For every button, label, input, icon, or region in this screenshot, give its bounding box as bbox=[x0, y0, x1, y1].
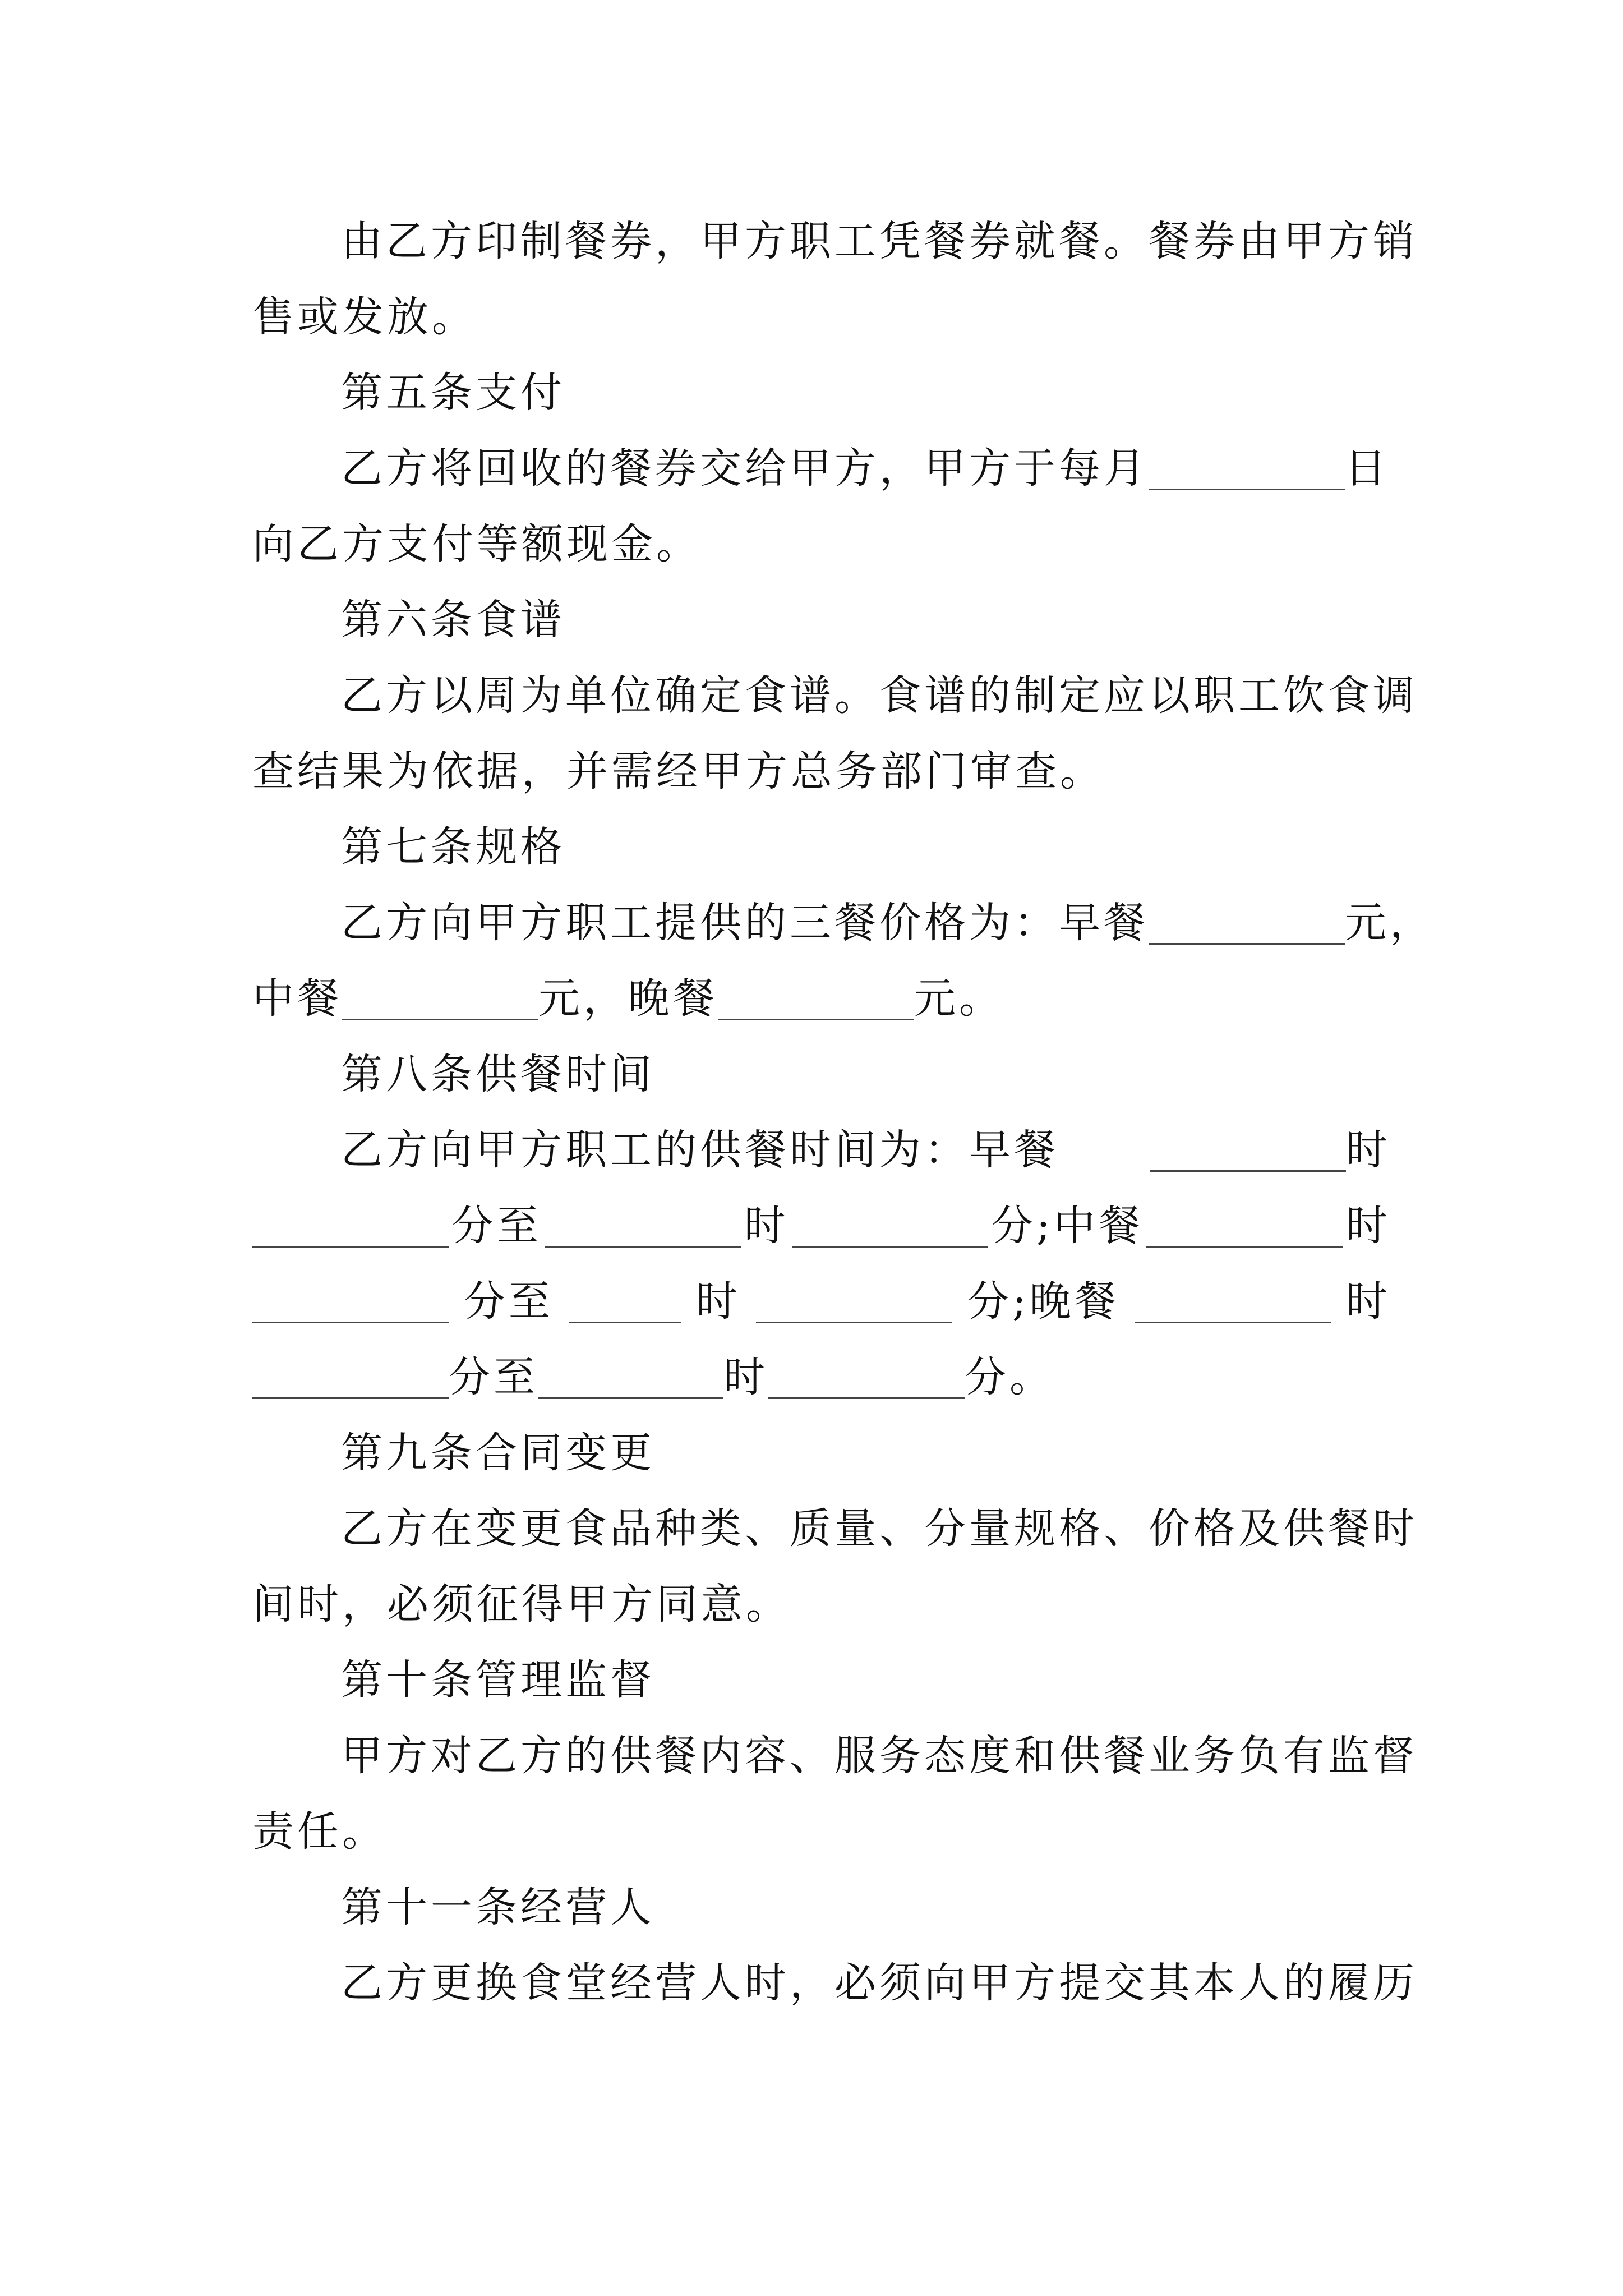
fill-in-blank bbox=[1150, 1129, 1346, 1172]
fill-in-blank bbox=[569, 1280, 681, 1323]
paragraph-line: 向乙方支付等额现金。 bbox=[252, 520, 701, 568]
paragraph-line: 由乙方印制餐券，甲方职工凭餐券就餐。餐券由甲方销 bbox=[341, 217, 1418, 265]
fill-in-blank bbox=[792, 1204, 988, 1248]
fill-in-blank bbox=[252, 1356, 449, 1399]
section-heading-meal-times: 第八条供餐时间 bbox=[341, 1050, 655, 1098]
fill-in-blank bbox=[768, 1356, 965, 1399]
blank-group bbox=[1150, 1119, 1391, 1181]
paragraph-line: 查结果为依据，并需经甲方总务部门审查。 bbox=[252, 747, 1105, 795]
text-segment: 中餐 bbox=[252, 974, 342, 1023]
fill-in-blank bbox=[252, 1204, 449, 1248]
paragraph-line bbox=[341, 892, 1435, 954]
fill-in-blank bbox=[1135, 1280, 1331, 1323]
paragraph-line bbox=[341, 438, 1391, 499]
paragraph-line: 乙方以周为单位确定食谱。食谱的制定应以职工饮食调 bbox=[341, 671, 1418, 720]
paragraph-line: 乙方更换食堂经营人时，必须向甲方提交其本人的履历 bbox=[341, 1959, 1418, 2007]
section-heading-payment: 第五条支付 bbox=[341, 369, 565, 417]
text-segment: 分;晚餐 bbox=[967, 1277, 1119, 1326]
text-segment: 分至 bbox=[451, 1202, 542, 1250]
text-segment: 元， bbox=[1345, 899, 1435, 947]
text-segment: 分至 bbox=[464, 1277, 554, 1326]
text-segment: 时 bbox=[723, 1353, 768, 1401]
paragraph-line: 甲方对乙方的供餐内容、服务态度和供餐业务负有监督 bbox=[341, 1732, 1418, 1780]
text-segment: 乙方向甲方职工的供餐时间为：早餐 bbox=[341, 1126, 1059, 1174]
text-segment: 元，晚餐 bbox=[538, 974, 718, 1023]
fill-in-blank bbox=[1149, 901, 1345, 945]
text-segment: 乙方向甲方职工提供的三餐价格为：早餐 bbox=[341, 899, 1149, 947]
fill-in-blank bbox=[252, 1280, 449, 1323]
paragraph-line: 责任。 bbox=[252, 1807, 387, 1856]
text-segment: 日 bbox=[1345, 444, 1390, 493]
paragraph-line: 乙方在变更食品种类、质量、分量规格、价格及供餐时 bbox=[341, 1504, 1418, 1553]
fill-in-blank bbox=[538, 1356, 723, 1399]
text-segment: 时 bbox=[1345, 1202, 1391, 1250]
text-segment: 分;中餐 bbox=[991, 1202, 1144, 1250]
text-segment: 乙方将回收的餐券交给甲方，甲方于每月 bbox=[341, 444, 1149, 493]
paragraph-line bbox=[341, 1119, 1391, 1181]
section-heading-specifications: 第七条规格 bbox=[341, 823, 565, 871]
paragraph-line bbox=[252, 1271, 1391, 1332]
fill-in-blank bbox=[756, 1280, 952, 1323]
fill-in-blank bbox=[545, 1204, 741, 1248]
paragraph-line bbox=[252, 1195, 1391, 1257]
section-heading-contract-change: 第九条合同变更 bbox=[341, 1429, 655, 1477]
text-segment: 时 bbox=[1346, 1126, 1391, 1174]
text-segment: 时 bbox=[696, 1277, 741, 1326]
section-heading-menu: 第六条食谱 bbox=[341, 596, 565, 644]
text-segment: 元。 bbox=[914, 974, 1004, 1023]
paragraph-line bbox=[252, 968, 1391, 1029]
text-segment: 时 bbox=[1345, 1277, 1391, 1326]
paragraph-line bbox=[252, 1346, 1391, 1408]
fill-in-blank bbox=[718, 977, 914, 1020]
fill-in-blank bbox=[1146, 1204, 1343, 1248]
paragraph-line: 售或发放。 bbox=[252, 293, 477, 341]
fill-in-blank bbox=[1149, 447, 1345, 490]
text-segment: 分至 bbox=[449, 1353, 538, 1401]
fill-in-blank bbox=[342, 977, 538, 1020]
section-heading-supervision: 第十条管理监督 bbox=[341, 1656, 655, 1704]
section-heading-operator: 第十一条经营人 bbox=[341, 1883, 655, 1931]
text-segment: 时 bbox=[744, 1202, 789, 1250]
paragraph-line: 间时，必须征得甲方同意。 bbox=[252, 1580, 791, 1628]
text-segment: 分。 bbox=[965, 1353, 1054, 1401]
